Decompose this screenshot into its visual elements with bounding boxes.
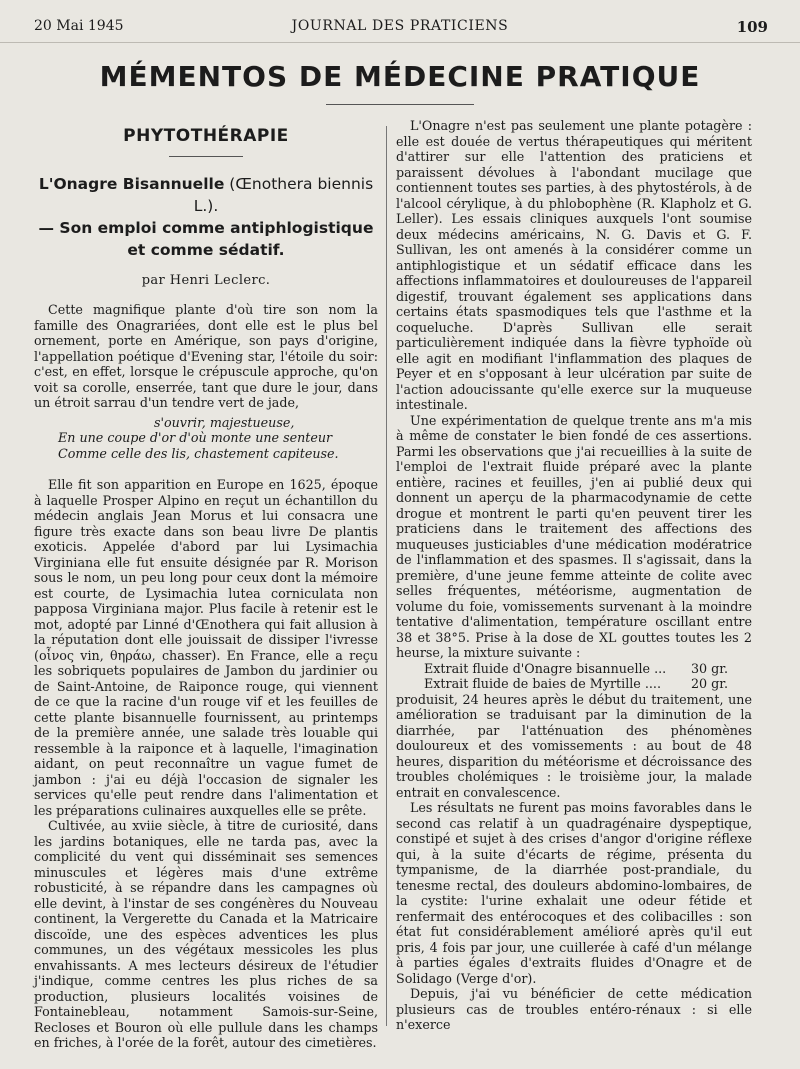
paragraph: Elle fit son apparition en Europe en 1625, époque à laquelle Prosper Alpino en reçut un échantillon du médecin anglais Jean Morus et lui consacra une figure très exacte dans son beau livre De plantis exoticis. Appelée d'abord par lui Lysimachia Virginiana elle fut ensuite désignée par R. Morison sous le nom, un peu long pour ceux dont la mémoire est courte, de Lysimachia lutea corniculata non papposa Virginiana major. Plus facile à retenir est le mot, adopté par Linné d'Œnothera qui fait allusion à la réputation dont elle jouissait de dissiper l'ivresse (οἶνος vin, θηράω, chasser). En France, elle a reçu les sobriquets populaires de Jambon du jardinier ou de Saint-Antoine, de Raiponce rouge, qui viennent de ce que la racine d'un rouge vif et les feuilles de cette plante bisannuelle fournissent, au printemps de la première année, une salade très louable qui ressemble à la raiponce et à laquelle, l'imagination aidant, on peut reconnaître un vague fumet de jambon : j'ai eu déjà l'occasion de signaler les services qu'elle peut rendre dans l'alimentation et les préparations culinaires auxquelles elle se prête. <box>34 477 378 818</box>
paragraph: Les résultats ne furent pas moins favorables dans le second cas relatif à un quadragénaire dyspeptique, constipé et sujet à des crises d'angor d'origine réflexe qui, à la suite d'écarts de régime, présenta du tympanisme, de la diarrhée post-prandiale, du tenesme rectal, des douleurs abdomino-lombaires, de la cystite: l'urine exhalait une odeur fétide et renfermait des entérocoques et des colibacilles : son état fut considérablement amélioré après qu'il eut pris, 4 fois par jour, une cuillerée à café d'un mélange à parties égales d'extraits fluides d'Onagre et de Solidago (Verge d'or). <box>396 800 752 986</box>
article-title-main: L'Onagre Bisannuelle <box>38 175 225 193</box>
page-number: 109 <box>736 18 768 36</box>
paragraph: Cette magnifique plante d'où tire son nom la famille des Onagrariées, dont elle est le plus bel ornement, porte en Amérique, son pays d'origine, l'appellation poétique d'Evening star, l'étoile du soir: c'est, en effet, lorsque le crépuscule approche, qu'on voit sa corolle, enserrée, tant que dure le jour, dans un étroit sarrau d'un tendre vert de jade, <box>34 302 378 410</box>
verse-quote <box>34 415 378 462</box>
recipe-ingredient: Extrait fluide d'Onagre bisannuelle ... <box>424 660 667 676</box>
verse-line: Comme celle des lis, chastement capiteuse. <box>58 445 339 461</box>
paragraph: L'Onagre n'est pas seulement une plante potagère : elle est douée de vertus thérapeutiques qui méritent d'attirer sur elle l'attention des praticiens et paraissent dévolues à l'abondant mucilage que contiennent toutes ses parties, à des phytostérols, à de l'alcool cérylique, à du phlobophène (R. Klapholz et G. Leller). Les essais cliniques auxquels l'ont soumise deux médecins américains, N. G. Davis et G. F. Sullivan, les ont amenés à la considérer comme un antiphlogistique et un sédatif efficace dans les affections inflammatoires et douloureuses de l'appareil digestif, trouvant également ses applications dans certains états spasmodiques tels que l'asthme et la coqueluche. D'après Sullivan elle serait particulièrement indiquée dans la fièvre typhoïde où elle agit en modifiant l'inflammation des plaques de Peyer et en s'opposant à leur ulcération par suite de l'action adoucissante qu'elle exerce sur la muqueuse intestinale. <box>396 118 752 412</box>
paragraph: Une expérimentation de quelque trente ans m'a mis à même de constater le bien fondé de ces assertions. Parmi les observations que j'ai recueillies à la suite de l'emploi de l'extrait fluide préparé avec la plante entière, racines et feuilles, j'en ai publié deux qui donnent un aperçu de la pharmacodynamie de cette drogue et montrent le parti qu'en peuvent tirer les praticiens dans le traitement des affections des muqueuses justiciables d'une médication modératrice de l'inflammation et des spasmes. Il s'agissait, dans la première, d'une jeune femme atteinte de colite avec selles fréquentes, météorisme, augmentation de volume du foie, vomissements survenant à la moindre tentative d'alimentation, température oscillant entre 38 et 38°5. Prise à la dose de XL gouttes toutes les 2 heurse, la mixture suivante : <box>396 412 752 660</box>
recipe-quantity: 20 gr. <box>690 676 728 691</box>
title-rule <box>326 104 474 105</box>
right-column <box>396 118 752 1033</box>
issue-date: 20 Mai 1945 <box>34 18 124 34</box>
running-header <box>0 0 800 43</box>
recipe-quantity: 30 gr. <box>690 660 728 676</box>
recipe-ingredient: Extrait fluide de baies de Myrtille .... <box>424 676 661 691</box>
column-divider <box>386 126 387 1026</box>
section-rule <box>169 156 243 157</box>
section-title: PHYTOTHÉRAPIE <box>123 126 289 146</box>
recipe-row <box>396 676 752 692</box>
recipe-row <box>396 661 752 677</box>
left-column <box>34 118 378 1051</box>
paragraph: Cultivée, au xviie siècle, à titre de curiosité, dans les jardins botaniques, elle ne tarda pas, avec la complicité du vent qui disséminait ses semences minuscules et légères mais d'une extrême robusticité, à se répandre dans les campagnes où elle devint, à l'instar de ses congénères du Nouveau continent, la Vergerette du Canada et la Matricaire discoïde, une des espèces adventices les plus communes, un des végétaux messicoles les plus envahissants. A mes lecteurs désireux de l'étudier j'indique, comme centres les plus riches de sa production, plusieurs localités voisines de Fontainebleau, notamment Samois-sur-Seine, Recloses et Bouron où elle pullule dans les champs en friches, à l'orée de la forêt, autour des cimetières. <box>34 818 378 1050</box>
article-title <box>34 173 378 261</box>
recipe-list <box>396 661 752 692</box>
article-title-latin: (Œnothera biennis L.). <box>193 175 374 215</box>
byline: par Henri Leclerc. <box>141 273 271 288</box>
main-title: MÉMENTOS DE MÉDECINE PRATIQUE <box>99 60 701 93</box>
paragraph: Depuis, j'ai vu bénéficier de cette médication plusieurs cas de troubles entéro-rénaux : si elle n'exerce <box>396 986 752 1032</box>
paragraph: produisit, 24 heures après le début du traitement, une amélioration se traduisant par la diminution de la diarrhée, par l'atténuation des phénomènes douloureux et des vomissements : au bout de 48 heures, disparition du météorisme et décroissance des troubles cholémiques : le troisième jour, la malade entrait en convalescence. <box>396 691 752 800</box>
journal-name: JOURNAL DES PRATICIENS <box>291 18 509 34</box>
article-title-sub: — Son emploi comme antiphlogistique et comme sédatif. <box>38 219 374 259</box>
verse-line: s'ouvrir, majestueuse, <box>154 414 295 430</box>
verse-line: En une coupe d'or d'où monte une senteur <box>58 430 333 445</box>
